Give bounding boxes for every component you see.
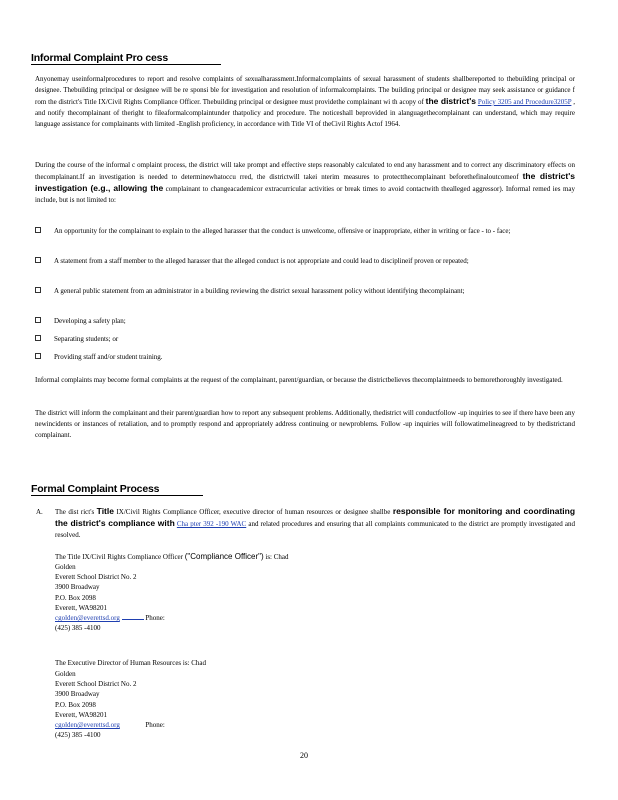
informal-p1-text-a: Anyonemay useinformalprocedures to report and resolve complaints of sexualharassment.Informalcomplaints of sexual harassment of students shallbereported to thebuilding principal or designee. Thebuilding principal or designee will be re sponsi ble for investigation and resolution of informalcomplaints. The building principal or designee may seek assistance or guidance f rom the district's Title IX/Civil Rights Compliance Officer. Thebuilding principal or designee must providethe complainant wi th acopy of (35, 75, 575, 106)
officer1-phone-label: Phone: (145, 614, 165, 623)
page-number: 20 (300, 751, 308, 760)
address-line: P.O. Box 2098 (55, 593, 96, 602)
address-line: 3900 Broadway (55, 690, 100, 699)
officer1-intro-line (55, 552, 289, 561)
bullet-box-icon (35, 286, 43, 294)
informal-p2-emphasis: the district's investigation (e.g., allowing the (35, 171, 575, 193)
informal-p1-text-c: , and notify thecomplainant of theright to fileaformalcomplaintunder thatpolicy and procedure. The noticeshall beprovided in alanguagethecomplainant can understand, which may require language assistance for complainants with limited -English proficiency, in accordance with Title VI of theCivil Rights Actof 1964. (35, 98, 576, 128)
formal-item-a (55, 506, 575, 541)
address-line: Golden (55, 563, 76, 571)
officer2-intro: The Executive Director of Human Resources is: Chad (55, 659, 207, 667)
link-underline-extension (122, 613, 144, 620)
informal-paragraph-1 (35, 74, 575, 130)
address-line: Golden (55, 670, 76, 678)
officer1-is: is: Chad (265, 553, 289, 561)
address-line: Everett School District No. 2 (55, 680, 137, 689)
item-a-text-5: and related procedures and ensuring that all complaints communicated to the district are promptly investigated and resolved. (55, 520, 576, 539)
item-a-text-1: The dist rict's (55, 508, 95, 516)
officer2-email-link[interactable]: cgolden@everettsd.org (55, 721, 120, 730)
bullet-text: A statement from a staff member to the alleged harasser that the alleged conduct is not appropriate and could lead to disciplineif proven or repeated; (54, 257, 469, 265)
item-a-marker: A. (36, 508, 43, 516)
officer1-email-link[interactable]: cgolden@everettsd.org (55, 614, 120, 623)
informal-paragraph-3: Informal complaints may become formal complaints at the request of the complainant, parent/guardian, or because the districtbelieves thecomplaintneeds to bemorethoroughly investigated. (35, 376, 563, 384)
bullet-box-icon (35, 352, 43, 360)
informal-paragraph-4: The district will inform the complainant and their parent/guardian how to report any subsequent problems. Additionally, thedistrict will conductfollow -up inquiries to see if there have been any newincidents or instances of retaliation, and to promptly respond and appropriately address continuing or newproblems. Follow -up inquiries will followatimelineagreed to by thedistrictand complainant. (35, 409, 575, 439)
bullet-text: An opportunity for the complainant to explain to the alleged harasser that the conduct is unwelcome, offensive or inappropriate, either in writing or face - to - face; (54, 227, 511, 235)
item-a-title: Title (96, 506, 114, 516)
address-line: P.O. Box 2098 (55, 700, 96, 709)
policy-3205-link[interactable]: Policy 3205 and Procedure3205P (477, 98, 572, 106)
officer2-address (55, 669, 355, 740)
officer1-address (55, 562, 355, 633)
item-a-text-3: IX/Civil Rights Compliance Officer, executive director of human resources or designee shallbe (116, 508, 391, 516)
informal-heading-underline (31, 64, 221, 65)
address-line: 3900 Broadway (55, 583, 100, 592)
officer2-contact (55, 720, 355, 730)
address-line: Everett School District No. 2 (55, 573, 137, 582)
formal-heading-underline (31, 495, 203, 496)
bullet-box-icon (35, 334, 43, 342)
item-a-emphasis: responsible for monitoring and coordinating the district's compliance with (55, 506, 576, 528)
officer1-intro: The Title IX/Civil Rights Compliance Officer (55, 553, 183, 561)
formal-heading: Formal Complaint Process (31, 483, 160, 495)
officer1-contact (55, 613, 355, 623)
bullet-text: Separating students; or (54, 335, 119, 343)
bullet-text: Providing staff and/or student training. (54, 353, 163, 361)
address-line: Everett, WA98201 (55, 603, 107, 612)
informal-p1-emphasis: the district's (425, 96, 476, 106)
informal-heading: Informal Complaint Pro cess (31, 52, 168, 64)
bullet-box-icon (35, 316, 43, 324)
bullet-box-icon (35, 226, 43, 234)
officer2-phone-label: Phone: (145, 721, 165, 730)
wac-392-190-link[interactable]: Cha pter 392 -190 WAC (176, 520, 247, 528)
officer2-phone: (425) 385 -4100 (55, 731, 101, 740)
bullet-text: A general public statement from an administrator in a building reviewing the district sexual harassment policy without identifying thecomplainant; (54, 287, 465, 295)
bullet-text: Developing a safety plan; (54, 317, 126, 325)
informal-paragraph-2 (35, 160, 575, 206)
bullet-box-icon (35, 256, 43, 264)
informal-p2-text-c: complainant to changeacademicor extracurricular activities or break times to avoid contactwith thealleged aggressor). Informal remed ies may include, but is not limited to: (35, 185, 576, 204)
officer1-phone: (425) 385 -4100 (55, 624, 101, 633)
officer1-role: ("Compliance Officer") (184, 552, 264, 561)
informal-p2-text-a: During the course of the informal c omplaint process, the district will take prompt and effective steps reasonably calculated to end any harassment and to correct any discriminatory effects on thecomplainant.If an investigation is needed to determinewhatoccu rred, the districtwill takei nterim measures to protectthecomplainant beforethefinaloutcomeof (35, 161, 575, 181)
address-line: Everett, WA98201 (55, 710, 107, 719)
